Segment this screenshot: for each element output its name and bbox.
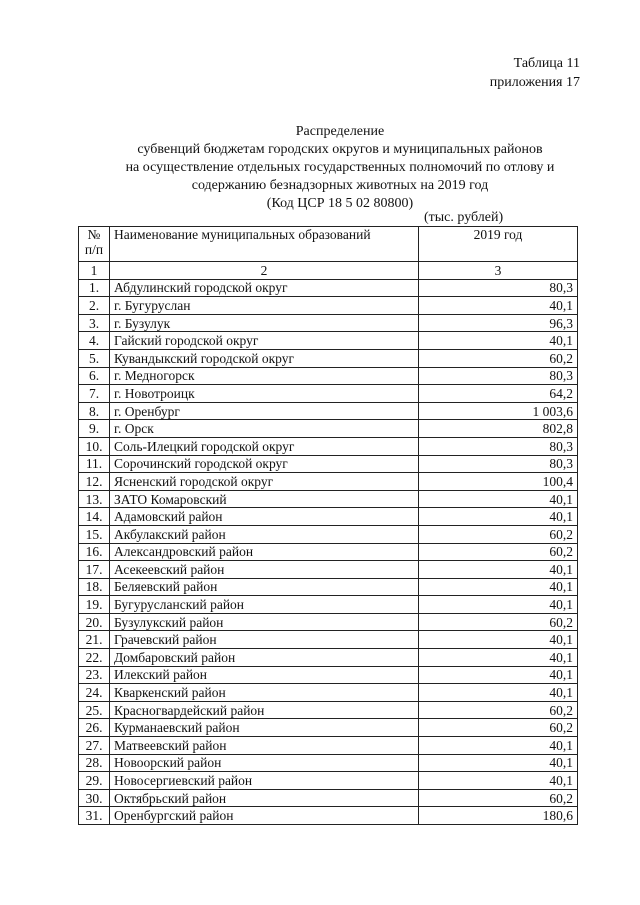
row-name: г. Бузулук: [110, 314, 419, 332]
appendix-number: приложения 17: [489, 75, 580, 90]
header-year-cell: 2019 год: [419, 227, 578, 262]
row-number: 4.: [79, 332, 110, 350]
row-name: Бузулукский район: [110, 613, 419, 631]
row-name: Александровский район: [110, 543, 419, 561]
title-line-4: содержанию безнадзорных животных на 2019 год: [191, 178, 489, 193]
column-index-row: [79, 262, 578, 280]
row-value: 80,3: [419, 367, 578, 385]
row-value: 180,6: [419, 807, 578, 825]
table-row: [79, 367, 578, 385]
table-row: [79, 772, 578, 790]
row-name: Асекеевский район: [110, 561, 419, 579]
table-header-row: [79, 227, 578, 262]
row-value: 40,1: [419, 684, 578, 702]
row-value: 40,1: [419, 631, 578, 649]
row-number: 13.: [79, 490, 110, 508]
row-name: Грачевский район: [110, 631, 419, 649]
row-value: 40,1: [419, 772, 578, 790]
table-row: [79, 631, 578, 649]
distribution-table: [78, 226, 578, 825]
row-number: 26.: [79, 719, 110, 737]
header-name-cell: Наименование муниципальных образований: [110, 227, 419, 262]
row-name: Октябрьский район: [110, 789, 419, 807]
row-name: Домбаровский район: [110, 649, 419, 667]
row-value: 40,1: [419, 508, 578, 526]
row-value: 60,2: [419, 543, 578, 561]
row-number: 6.: [79, 367, 110, 385]
row-value: 80,3: [419, 279, 578, 297]
row-value: 96,3: [419, 314, 578, 332]
row-number: 10.: [79, 437, 110, 455]
row-value: 40,1: [419, 596, 578, 614]
row-name: Курманаевский район: [110, 719, 419, 737]
table-row: [79, 789, 578, 807]
row-name: г. Орск: [110, 420, 419, 438]
table-number: Таблица 11: [513, 56, 580, 71]
row-number: 31.: [79, 807, 110, 825]
row-value: 60,2: [419, 701, 578, 719]
header-number-cell: [79, 227, 110, 262]
row-number: 7.: [79, 385, 110, 403]
table-row: [79, 332, 578, 350]
row-value: 40,1: [419, 578, 578, 596]
row-name: Гайский городской округ: [110, 332, 419, 350]
table-row: [79, 807, 578, 825]
table-row: [79, 666, 578, 684]
row-name: ЗАТО Комаровский: [110, 490, 419, 508]
row-number: 20.: [79, 613, 110, 631]
row-name: г. Оренбург: [110, 402, 419, 420]
row-number: 9.: [79, 420, 110, 438]
row-number: 18.: [79, 578, 110, 596]
row-value: 60,2: [419, 789, 578, 807]
row-number: 21.: [79, 631, 110, 649]
table-row: [79, 402, 578, 420]
table-row: [79, 314, 578, 332]
table-row: [79, 543, 578, 561]
row-number: 1.: [79, 279, 110, 297]
table-reference: [490, 54, 580, 92]
row-name: г. Бугуруслан: [110, 297, 419, 315]
row-number: 17.: [79, 561, 110, 579]
table-row: [79, 473, 578, 491]
row-name: Соль-Илецкий городской округ: [110, 437, 419, 455]
row-value: 40,1: [419, 737, 578, 755]
row-name: Бугурусланский район: [110, 596, 419, 614]
row-value: 60,2: [419, 613, 578, 631]
table-row: [79, 578, 578, 596]
table-row: [79, 455, 578, 473]
row-number: 12.: [79, 473, 110, 491]
row-value: 802,8: [419, 420, 578, 438]
row-name: Акбулакский район: [110, 525, 419, 543]
table-row: [79, 596, 578, 614]
row-name: Кувандыкский городской округ: [110, 349, 419, 367]
table-row: [79, 561, 578, 579]
table-row: [79, 297, 578, 315]
title-line-5: (Код ЦСР 18 5 02 80800): [266, 196, 414, 211]
title-line-2: субвенций бюджетам городских округов и муниципальных районов: [137, 142, 543, 157]
title-line-1: Распределение: [295, 124, 385, 139]
table-row: [79, 385, 578, 403]
index-cell-3: 3: [419, 262, 578, 280]
row-name: Беляевский район: [110, 578, 419, 596]
index-cell-2: 2: [110, 262, 419, 280]
row-number: 8.: [79, 402, 110, 420]
header-number-line-2: п/п: [84, 242, 104, 257]
units-label: (тыс. рублей): [424, 210, 504, 225]
document-title: [60, 123, 620, 213]
row-value: 60,2: [419, 349, 578, 367]
table-row: [79, 437, 578, 455]
row-name: г. Медногорск: [110, 367, 419, 385]
row-number: 24.: [79, 684, 110, 702]
table-row: [79, 508, 578, 526]
index-cell-1: 1: [79, 262, 110, 280]
row-value: 64,2: [419, 385, 578, 403]
row-name: Адамовский район: [110, 508, 419, 526]
table-row: [79, 719, 578, 737]
table-row: [79, 525, 578, 543]
title-line-3: на осуществление отдельных государственных полномочий по отлову и: [125, 160, 555, 175]
row-value: 80,3: [419, 437, 578, 455]
row-value: 40,1: [419, 754, 578, 772]
table-row: [79, 649, 578, 667]
row-name: Новосергиевский район: [110, 772, 419, 790]
row-number: 16.: [79, 543, 110, 561]
row-name: Илекский район: [110, 666, 419, 684]
row-value: 60,2: [419, 719, 578, 737]
row-value: 40,1: [419, 649, 578, 667]
row-value: 80,3: [419, 455, 578, 473]
row-name: Ясненский городской округ: [110, 473, 419, 491]
row-number: 22.: [79, 649, 110, 667]
row-number: 28.: [79, 754, 110, 772]
row-number: 5.: [79, 349, 110, 367]
table-row: [79, 349, 578, 367]
table-row: [79, 754, 578, 772]
row-name: Новоорский район: [110, 754, 419, 772]
row-name: Кваркенский район: [110, 684, 419, 702]
row-number: 14.: [79, 508, 110, 526]
table-row: [79, 701, 578, 719]
table-row: [79, 737, 578, 755]
table-row: [79, 490, 578, 508]
row-name: г. Новотроицк: [110, 385, 419, 403]
row-value: 40,1: [419, 666, 578, 684]
row-number: 19.: [79, 596, 110, 614]
row-name: Оренбургский район: [110, 807, 419, 825]
table-row: [79, 613, 578, 631]
row-number: 25.: [79, 701, 110, 719]
row-value: 40,1: [419, 332, 578, 350]
row-number: 11.: [79, 455, 110, 473]
row-name: Красногвардейский район: [110, 701, 419, 719]
row-value: 1 003,6: [419, 402, 578, 420]
header-number-line-1: №: [87, 227, 101, 242]
row-value: 60,2: [419, 525, 578, 543]
row-number: 23.: [79, 666, 110, 684]
row-number: 2.: [79, 297, 110, 315]
row-name: Сорочинский городской округ: [110, 455, 419, 473]
row-name: Матвеевский район: [110, 737, 419, 755]
row-value: 40,1: [419, 297, 578, 315]
row-value: 40,1: [419, 561, 578, 579]
table-row: [79, 684, 578, 702]
row-value: 100,4: [419, 473, 578, 491]
row-number: 15.: [79, 525, 110, 543]
row-value: 40,1: [419, 490, 578, 508]
row-number: 30.: [79, 789, 110, 807]
table-row: [79, 279, 578, 297]
row-number: 29.: [79, 772, 110, 790]
row-number: 27.: [79, 737, 110, 755]
row-name: Абдулинский городской округ: [110, 279, 419, 297]
table-row: [79, 420, 578, 438]
row-number: 3.: [79, 314, 110, 332]
